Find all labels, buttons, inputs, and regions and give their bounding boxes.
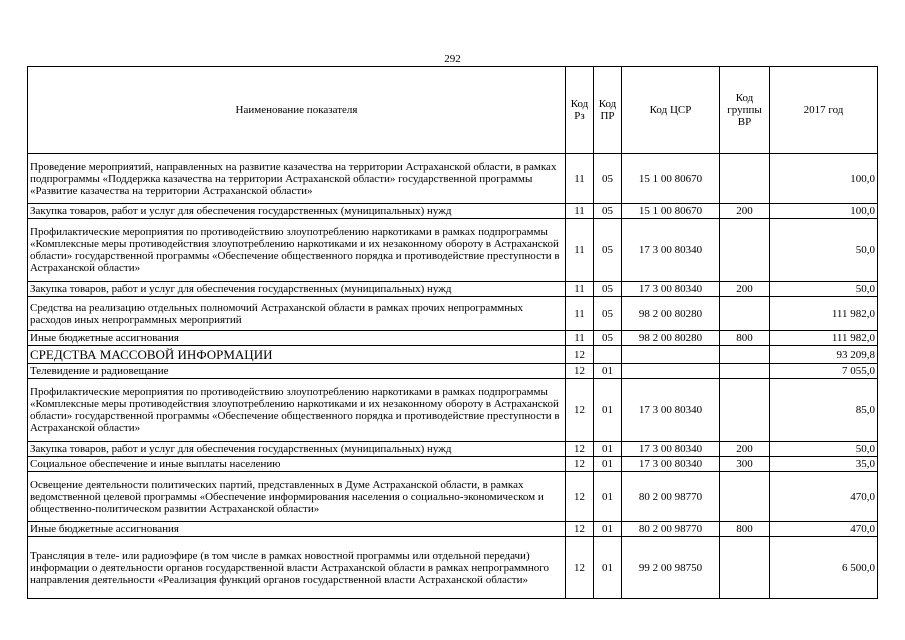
budget-table xyxy=(27,66,878,599)
row-csr: 17 3 00 80340 xyxy=(622,282,720,297)
row-vr: 800 xyxy=(720,331,770,346)
row-csr: 15 1 00 80670 xyxy=(622,204,720,219)
row-csr: 80 2 00 98770 xyxy=(622,522,720,537)
row-csr: 98 2 00 80280 xyxy=(622,331,720,346)
table-row xyxy=(28,442,878,457)
row-pr xyxy=(594,346,622,364)
table-row xyxy=(28,297,878,331)
table-row xyxy=(28,364,878,379)
page-number: 292 xyxy=(444,53,461,65)
row-rz: 12 xyxy=(566,364,594,379)
table-row xyxy=(28,472,878,522)
row-name: Социальное обеспечение и иные выплаты населению xyxy=(28,457,566,472)
row-sum: 100,0 xyxy=(770,154,878,204)
row-pr: 05 xyxy=(594,331,622,346)
row-sum: 470,0 xyxy=(770,522,878,537)
row-csr: 98 2 00 80280 xyxy=(622,297,720,331)
row-name: Освещение деятельности политических партий, представленных в Думе Астраханской области, в рамках ведомственной целевой программы «Обеспечение информирования населения о социально-экономическом и общественно-политическом развитии Астраханской области» xyxy=(28,472,566,522)
row-vr: 200 xyxy=(720,282,770,297)
row-name: Проведение мероприятий, направленных на развитие казачества на территории Астраханской области, в рамках подпрограммы «Поддержка казачества на территории Астраханской области» государственной программы «Развитие казачества на территории Астраханской области» xyxy=(28,154,566,204)
row-csr: 17 3 00 80340 xyxy=(622,457,720,472)
row-name: Трансляция в теле- или радиоэфире (в том числе в рамках новостной программы или отдельной передачи) информации о деятельности органов государственной власти Астраханской области в рамках непрограммного направления деятельности «Реализация функций органов государственной власти Астраханской области» xyxy=(28,537,566,599)
row-pr: 05 xyxy=(594,154,622,204)
row-sum: 35,0 xyxy=(770,457,878,472)
row-rz: 11 xyxy=(566,282,594,297)
row-rz: 11 xyxy=(566,204,594,219)
row-sum: 111 982,0 xyxy=(770,331,878,346)
row-vr xyxy=(720,364,770,379)
row-pr: 01 xyxy=(594,442,622,457)
row-pr: 05 xyxy=(594,204,622,219)
row-csr xyxy=(622,346,720,364)
row-name: Закупка товаров, работ и услуг для обеспечения государственных (муниципальных) нужд xyxy=(28,282,566,297)
row-rz: 12 xyxy=(566,379,594,442)
row-vr: 200 xyxy=(720,204,770,219)
table-row xyxy=(28,537,878,599)
row-sum: 7 055,0 xyxy=(770,364,878,379)
row-rz: 12 xyxy=(566,537,594,599)
row-rz: 12 xyxy=(566,346,594,364)
header-vr: Код группы ВР xyxy=(720,67,770,154)
row-sum: 100,0 xyxy=(770,204,878,219)
row-vr xyxy=(720,472,770,522)
row-pr: 01 xyxy=(594,537,622,599)
row-pr: 05 xyxy=(594,219,622,282)
row-rz: 12 xyxy=(566,522,594,537)
header-name: Наименование показателя xyxy=(28,67,566,154)
row-vr: 200 xyxy=(720,442,770,457)
row-sum: 93 209,8 xyxy=(770,346,878,364)
row-sum: 85,0 xyxy=(770,379,878,442)
table-row xyxy=(28,282,878,297)
row-csr: 17 3 00 80340 xyxy=(622,219,720,282)
row-rz: 12 xyxy=(566,457,594,472)
header-csr: Код ЦСР xyxy=(622,67,720,154)
table-header-row xyxy=(28,67,878,154)
header-sum: 2017 год xyxy=(770,67,878,154)
row-name: Иные бюджетные ассигнования xyxy=(28,331,566,346)
row-sum: 111 982,0 xyxy=(770,297,878,331)
row-name: Профилактические мероприятия по противодействию злоупотреблению наркотиками в рамках подпрограммы «Комплексные меры противодействия злоупотреблению наркотиками и их незаконному обороту в Астраханской области» государственной программы «Обеспечение общественного порядка и противодействие преступности в Астраханской области» xyxy=(28,379,566,442)
row-name: Иные бюджетные ассигнования xyxy=(28,522,566,537)
row-pr: 05 xyxy=(594,297,622,331)
row-vr: 300 xyxy=(720,457,770,472)
row-csr: 17 3 00 80340 xyxy=(622,379,720,442)
row-sum: 50,0 xyxy=(770,282,878,297)
row-sum: 6 500,0 xyxy=(770,537,878,599)
row-pr: 01 xyxy=(594,457,622,472)
row-csr: 99 2 00 98750 xyxy=(622,537,720,599)
row-vr xyxy=(720,297,770,331)
row-vr xyxy=(720,537,770,599)
row-rz: 12 xyxy=(566,472,594,522)
row-name: Закупка товаров, работ и услуг для обеспечения государственных (муниципальных) нужд xyxy=(28,442,566,457)
row-sum: 470,0 xyxy=(770,472,878,522)
table-row xyxy=(28,346,878,364)
header-rz: Код Рз xyxy=(566,67,594,154)
row-vr xyxy=(720,219,770,282)
row-name: Телевидение и радиовещание xyxy=(28,364,566,379)
row-csr: 17 3 00 80340 xyxy=(622,442,720,457)
row-csr xyxy=(622,364,720,379)
table-row xyxy=(28,154,878,204)
row-vr xyxy=(720,346,770,364)
row-csr: 80 2 00 98770 xyxy=(622,472,720,522)
row-pr: 01 xyxy=(594,522,622,537)
row-rz: 11 xyxy=(566,154,594,204)
table-row xyxy=(28,522,878,537)
header-pr: Код ПР xyxy=(594,67,622,154)
row-vr xyxy=(720,379,770,442)
row-name: Закупка товаров, работ и услуг для обеспечения государственных (муниципальных) нужд xyxy=(28,204,566,219)
row-sum: 50,0 xyxy=(770,442,878,457)
row-name: Средства на реализацию отдельных полномочий Астраханской области в рамках прочих непрограммных расходов иных непрограммных мероприятий xyxy=(28,297,566,331)
row-csr: 15 1 00 80670 xyxy=(622,154,720,204)
row-pr: 01 xyxy=(594,379,622,442)
row-pr: 05 xyxy=(594,282,622,297)
row-rz: 12 xyxy=(566,442,594,457)
table-row xyxy=(28,331,878,346)
row-rz: 11 xyxy=(566,331,594,346)
row-vr: 800 xyxy=(720,522,770,537)
row-name: Профилактические мероприятия по противодействию злоупотреблению наркотиками в рамках подпрограммы «Комплексные меры противодействия злоупотреблению наркотиками и их незаконному обороту в Астраханской области» государственной программы «Обеспечение общественного порядка и противодействие преступности в Астраханской области» xyxy=(28,219,566,282)
row-rz: 11 xyxy=(566,219,594,282)
table-row xyxy=(28,204,878,219)
row-pr: 01 xyxy=(594,364,622,379)
row-rz: 11 xyxy=(566,297,594,331)
table-row xyxy=(28,219,878,282)
row-vr xyxy=(720,154,770,204)
table-row xyxy=(28,379,878,442)
table-row xyxy=(28,457,878,472)
row-name: СРЕДСТВА МАССОВОЙ ИНФОРМАЦИИ xyxy=(28,346,566,364)
row-pr: 01 xyxy=(594,472,622,522)
row-sum: 50,0 xyxy=(770,219,878,282)
